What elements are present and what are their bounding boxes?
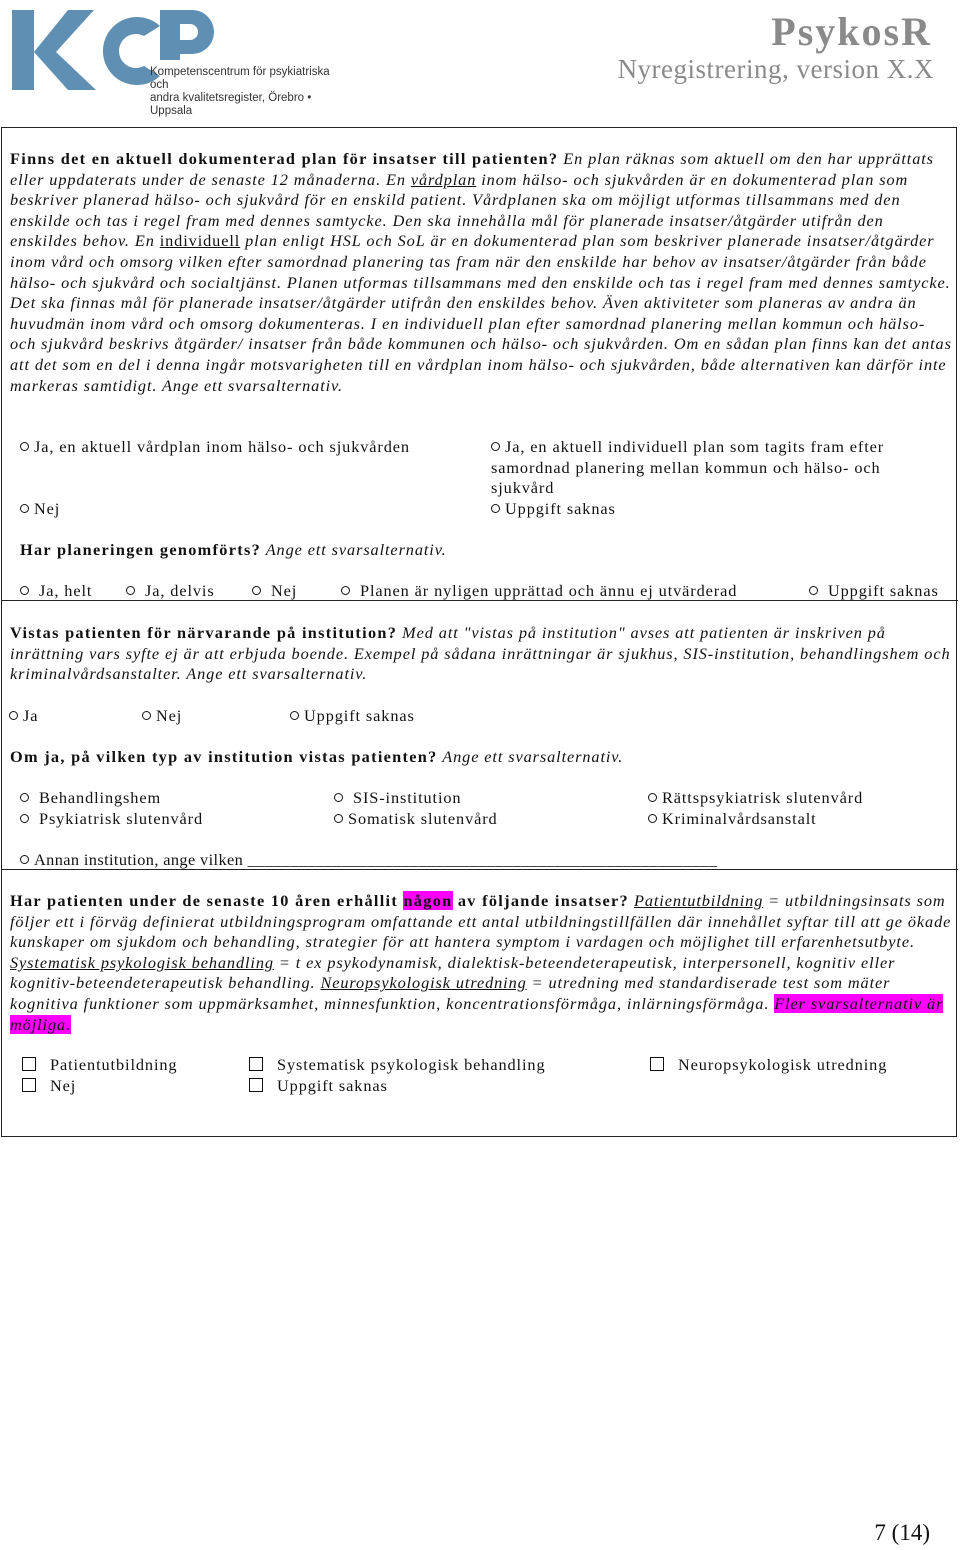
- checkbox-icon[interactable]: [650, 1057, 664, 1071]
- radio-icon[interactable]: [290, 711, 299, 720]
- q2b-instruction: Ange ett svarsalternativ.: [437, 747, 624, 766]
- q2b-option-label: Rättspsykiatrisk slutenvård: [662, 788, 864, 807]
- q2b-option-annan[interactable]: [20, 850, 717, 871]
- q2-option-ja[interactable]: [9, 706, 38, 727]
- q1-option-vardplan[interactable]: [20, 437, 410, 458]
- logo-subtitle-line2: andra kvalitetsregister, Örebro • Uppsala: [150, 92, 312, 117]
- q2-text: [10, 623, 955, 685]
- q1-option-label: Nej: [34, 499, 61, 518]
- page-number: 7 (14): [874, 1520, 930, 1545]
- q3-question-start: Har patienten under de senaste 10 åren erhållit: [10, 891, 404, 910]
- radio-icon[interactable]: [20, 442, 29, 451]
- q1-option-label: Ja, en aktuell individuell plan som tagits fram efter samordnad planering mellan kommun och hälso- och sjukvård: [491, 437, 885, 498]
- q1b-option-label: Planen är nyligen upprättad och ännu ej utvärderad: [359, 581, 738, 600]
- q1-option-label: Uppgift saknas: [505, 499, 616, 518]
- radio-icon[interactable]: [648, 814, 657, 823]
- radio-icon[interactable]: [491, 442, 500, 451]
- q1b-option-uppgift-saknas[interactable]: [809, 581, 939, 602]
- radio-icon[interactable]: [341, 586, 350, 595]
- q2b-other-label: Annan institution, ange vilken: [34, 850, 244, 869]
- q1b-option-ja-helt[interactable]: [20, 581, 92, 602]
- kcp-logo: [10, 8, 340, 117]
- q1b-question: Har planeringen genomförts?: [20, 540, 262, 559]
- q3-question-end: av följande insatser?: [452, 891, 629, 910]
- q2b-question: Om ja, på vilken typ av institution vistas patienten?: [10, 747, 438, 766]
- radio-icon[interactable]: [334, 814, 343, 823]
- product-title: PsykosR: [771, 9, 932, 54]
- q3-option-label: Uppgift saknas: [277, 1076, 388, 1095]
- q1-text-part3: plan enligt HSL och SoL är en dokumenterad plan som beskriver planerade insatser/åtgärder inom vård och omsorg vilken efter samordnad planering tas fram när den enskilde har behov av insatser/åtgärder från både hälso- och sjukvård och socialtjänst. Planen utformas tillsammans med den enskilde och tas i regel fram med dennes samtycke. Det ska finnas mål för planerade insatser/åtgärder utifrån den enskildes behov. Även aktiviteter som planeras av andra än huvudmän inom vård och omsorg dokumenteras. I en individuell plan efter samordnad planering mellan kommun och hälso- och sjukvård beskrivs åtgärder/ insatser från både kommunen och hälso- och sjukvården. Om en sådan plan finns kan det antas att det som en del i denna ingår motsvarigheten till en vårdplan inom hälso- och sjukvården, både alternativen kan därför inte markeras samtidigt. Ange ett svarsalternativ.: [10, 231, 952, 395]
- q1b-option-nyligen[interactable]: [341, 581, 737, 602]
- q2b-option-label: Behandlingshem: [38, 788, 162, 807]
- q2b-option-somatisk[interactable]: [334, 809, 498, 830]
- q2-option-nej[interactable]: [142, 706, 182, 727]
- q1-term-individuell: individuell: [159, 231, 241, 251]
- section-divider: [2, 600, 958, 601]
- radio-icon[interactable]: [20, 586, 29, 595]
- q1-question: Finns det en aktuell dokumenterad plan för insatser till patienten?: [10, 149, 559, 168]
- radio-icon[interactable]: [9, 711, 18, 720]
- q1b-option-label: Ja, delvis: [144, 581, 215, 600]
- q3-term-neuropsykologisk: Neuropsykologisk utredning: [320, 973, 527, 993]
- q3-text-part3: = utredning med standardiserade test som mäter kognitiva funktioner som uppmärksamhet, minnesfunktion, koncentrationsförmåga, inlärningsförmåga.: [10, 973, 891, 1013]
- q2-description: Med att "vistas på institution" avses att patienten är inskriven på inrättning vars syfte ej är att erbjuda boende. Exempel på sådana inrättningar är sjukhus, SIS-institution, behandlingshem och kriminalvårdsanstalter. Ange ett svarsalternativ.: [10, 623, 951, 684]
- radio-icon[interactable]: [648, 793, 657, 802]
- q1-option-nej[interactable]: [20, 499, 60, 520]
- q2b-option-label: Somatisk slutenvård: [348, 809, 498, 828]
- q2b-text: [10, 747, 955, 768]
- q1-text-part2: inom hälso- och sjukvården är en dokumenterad plan som beskriver planerad hälso- och sjukvård för en enskild patient. Vårdplanen ska om möjligt utformas tillsammans med den enskilde och tas i regel fram med dennes samtycke. Den ska innehålla mål för planerade insatser/åtgärder utifrån den enskildes behov. En: [10, 169, 909, 251]
- page-header: [0, 0, 960, 117]
- q3-text: [10, 891, 955, 1035]
- q1-text: [10, 149, 955, 396]
- q3-text-part1: = utbildningsinsats som följer ett i förväg definierat utbildningsprogram omfattande ett antal utbildningstillfällen där innehållet syftar till att ge ökade kunskaper om sjukdom och behandling, strategier för att hantera symptom i vardagen och möjlighet till erfarenhetsutbyte.: [10, 891, 952, 952]
- radio-icon[interactable]: [20, 504, 29, 513]
- checkbox-icon[interactable]: [22, 1057, 36, 1071]
- radio-icon[interactable]: [126, 586, 135, 595]
- q2b-option-label: SIS-institution: [352, 788, 462, 807]
- radio-icon[interactable]: [20, 793, 29, 802]
- q1b-option-label: Nej: [270, 581, 298, 600]
- radio-icon[interactable]: [809, 586, 818, 595]
- q3-multiple-answers-note: Fler svarsalternativ är möjliga.: [10, 993, 944, 1034]
- radio-icon[interactable]: [20, 855, 29, 864]
- q3-term-psykologisk: Systematisk psykologisk behandling: [10, 952, 274, 972]
- q3-option-psykologisk[interactable]: [249, 1055, 545, 1076]
- q3-question-highlight: någon: [403, 891, 453, 910]
- checkbox-icon[interactable]: [22, 1078, 36, 1092]
- q3-text-part2: = t ex psykodynamisk, dialektisk-beteendeterapeutisk, interpersonell, kognitiv eller kognitiv-beteendeterapeutisk behandling.: [10, 952, 896, 993]
- q2b-option-sis[interactable]: [334, 788, 461, 809]
- q1b-option-label: Ja, helt: [38, 581, 93, 600]
- q3-option-neuropsykologisk[interactable]: [650, 1055, 887, 1076]
- q3-option-uppgift-saknas[interactable]: [249, 1076, 388, 1097]
- q2b-option-rattspsykiatrisk[interactable]: [648, 788, 863, 809]
- q2b-option-psykiatrisk[interactable]: [20, 809, 203, 830]
- q2-option-uppgift-saknas[interactable]: [290, 706, 415, 727]
- q1-term-vardplan: vårdplan: [410, 169, 477, 189]
- q1b-option-nej[interactable]: [252, 581, 297, 602]
- q1-option-uppgift-saknas[interactable]: [491, 499, 616, 520]
- section-divider: [2, 869, 958, 870]
- checkbox-icon[interactable]: [249, 1078, 263, 1092]
- q1b-instruction: Ange ett svarsalternativ.: [261, 540, 447, 559]
- logo-subtitle-line1: Kompetenscentrum för psykiatriska och: [150, 66, 330, 91]
- q3-option-label: Nej: [50, 1076, 77, 1095]
- q1-option-label: Ja, en aktuell vårdplan inom hälso- och sjukvården: [34, 437, 410, 456]
- radio-icon[interactable]: [334, 793, 343, 802]
- form-frame: [1, 127, 957, 1137]
- q2b-option-label: Psykiatrisk slutenvård: [38, 809, 204, 828]
- q1-text-part1: En plan räknas som aktuell om den har upprättats eller uppdaterats under de senaste 12 månaderna. En: [10, 149, 934, 189]
- checkbox-icon[interactable]: [249, 1057, 263, 1071]
- q2b-other-input-line[interactable]: _______________________________________________________: [247, 850, 718, 869]
- logo-subtitle: [150, 66, 340, 118]
- radio-icon[interactable]: [252, 586, 261, 595]
- q1b-option-label: Uppgift saknas: [827, 581, 939, 600]
- q2-question: Vistas patienten för närvarande på institution?: [10, 623, 398, 642]
- q3-option-label: Systematisk psykologisk behandling: [277, 1055, 546, 1074]
- radio-icon[interactable]: [491, 504, 500, 513]
- q3-option-nej[interactable]: [22, 1076, 76, 1097]
- q2-option-label: Uppgift saknas: [304, 706, 415, 725]
- q2-option-label: Ja: [23, 706, 39, 725]
- q3-option-label: Patientutbildning: [50, 1055, 178, 1074]
- q1-option-individuell[interactable]: [491, 437, 941, 499]
- q3-option-patientutbildning[interactable]: [22, 1055, 177, 1076]
- q3-option-label: Neuropsykologisk utredning: [678, 1055, 888, 1074]
- q2b-option-kriminalvard[interactable]: [648, 809, 817, 830]
- radio-icon[interactable]: [142, 711, 151, 720]
- product-subtitle: Nyregistrering, version X.X: [617, 54, 934, 84]
- q2-option-label: Nej: [156, 706, 183, 725]
- q1b-text: [20, 540, 960, 561]
- q2b-option-label: Kriminalvårdsanstalt: [662, 809, 817, 828]
- q3-term-patientutbildning: Patientutbildning: [633, 891, 764, 910]
- q1b-option-ja-delvis[interactable]: [126, 581, 215, 602]
- radio-icon[interactable]: [20, 814, 29, 823]
- q2b-option-behandlingshem[interactable]: [20, 788, 161, 809]
